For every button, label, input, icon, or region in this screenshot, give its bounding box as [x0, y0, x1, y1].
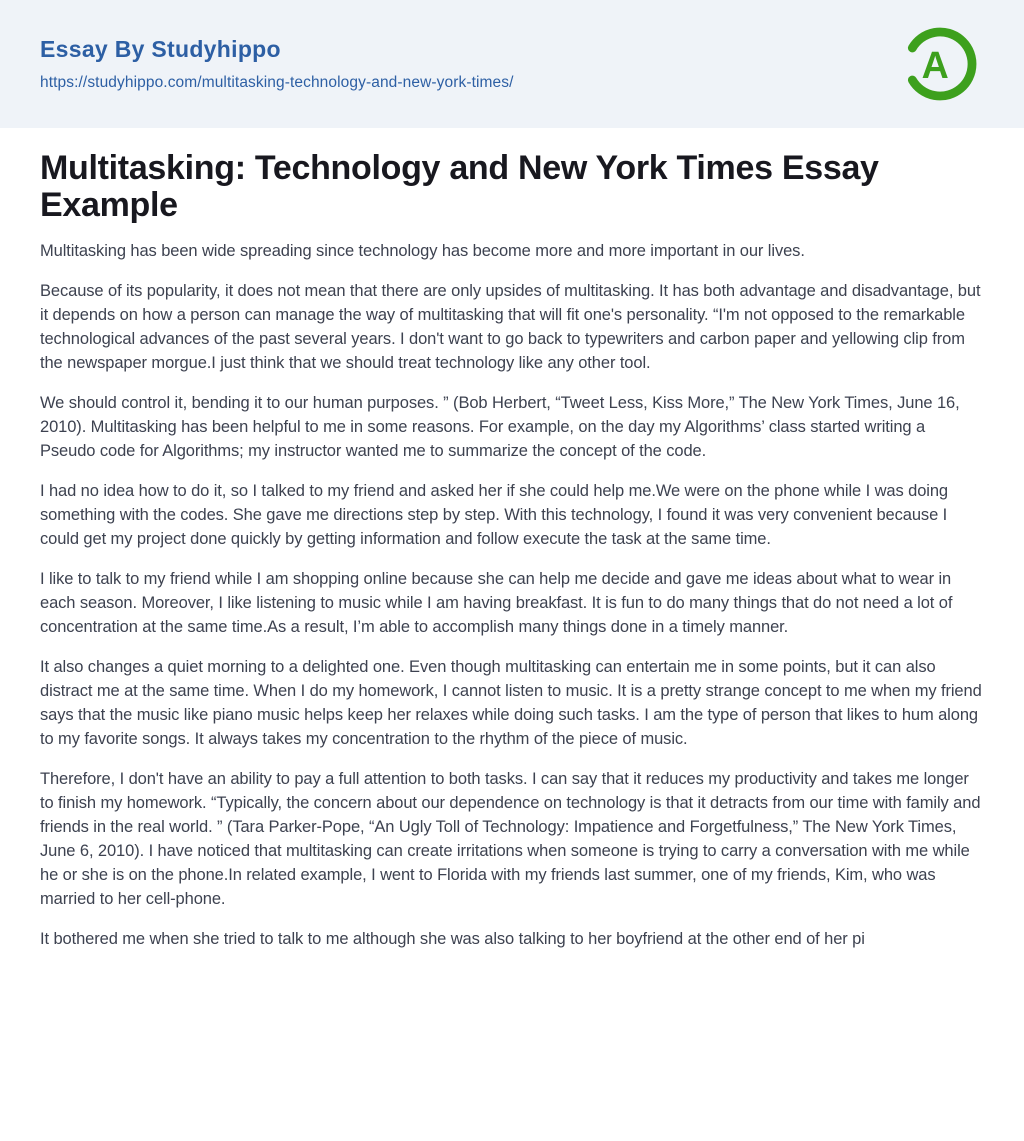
logo-letter: A	[921, 43, 949, 86]
essay-title: Multitasking: Technology and New York Times Essay Example	[40, 149, 879, 224]
essay-paragraph: It also changes a quiet morning to a delighted one. Even though multitasking can entertain me in some points, but it can also distract me at the same time. When I do my homework, I cannot listen to music. It is a pretty strange concept to me when my friend says that the music like piano music helps keep her relaxes while doing such tasks. I am the type of person that likes to hum along to my favorite songs. It always takes my concentration to the rhythm of the piece of music.	[40, 658, 982, 748]
essay-paragraph: I like to talk to my friend while I am shopping online because she can help me decide and gave me ideas about what to wear in each season. Moreover, I like listening to music while I am having breakfast. It is fun to do many things that do not need a lot of concentration at the same time.As a result, I’m able to accomplish many things done in a timely manner.	[40, 570, 953, 636]
site-header	[0, 0, 1024, 128]
studyhippo-logo-icon	[900, 24, 980, 104]
essay-content	[0, 150, 1024, 951]
essay-url-link[interactable]: https://studyhippo.com/multitasking-technology-and-new-york-times/	[40, 74, 514, 91]
essay-paragraph: We should control it, bending it to our human purposes. ” (Bob Herbert, “Tweet Less, Kiss More,” The New York Times, June 16, 2010). Multitasking has been helpful to me in some reasons. For example, on the day my Algorithms’ class started writing a Pseudo code for Algorithms; my instructor wanted me to summarize the concept of the code.	[40, 394, 960, 460]
essay-paragraph: I had no idea how to do it, so I talked to my friend and asked her if she could help me.We were on the phone while I was doing something with the codes. She gave me directions step by step. With this technology, I found it was very convenient because I could get my project done quickly by getting information and follow execute the task at the same time.	[40, 482, 948, 548]
essay-paragraph: It bothered me when she tried to talk to me although she was also talking to her boyfriend at the other end of her pi	[40, 930, 865, 948]
header-text-block	[40, 36, 514, 92]
essay-paragraph: Because of its popularity, it does not mean that there are only upsides of multitasking. It has both advantage and disadvantage, but it depends on how a person can manage the way of multitasking that will fit one's personality. “I'm not opposed to the remarkable technological advances of the past several years. I don't want to go back to typewriters and carbon paper and yellowing clip from the newspaper morgue.I just think that we should treat technology like any other tool.	[40, 282, 981, 372]
essay-paragraph: Therefore, I don't have an ability to pay a full attention to both tasks. I can say that it reduces my productivity and takes me longer to finish my homework. “Typically, the concern about our dependence on technology is that it detracts from our time with family and friends in the real world. ” (Tara Parker-Pope, “An Ugly Toll of Technology: Impatience and Forgetfulness,” The New York Times, June 6, 2010). I have noticed that multitasking can create irritations when someone is trying to carry a conversation with me while he or she is on the phone.In related example, I went to Florida with my friends last summer, one of my friends, Kim, who was married to her cell-phone.	[40, 770, 981, 908]
site-name: Essay By Studyhippo	[40, 36, 281, 62]
essay-body	[40, 239, 984, 951]
essay-paragraph: Multitasking has been wide spreading since technology has become more and more important in our lives.	[40, 242, 805, 260]
